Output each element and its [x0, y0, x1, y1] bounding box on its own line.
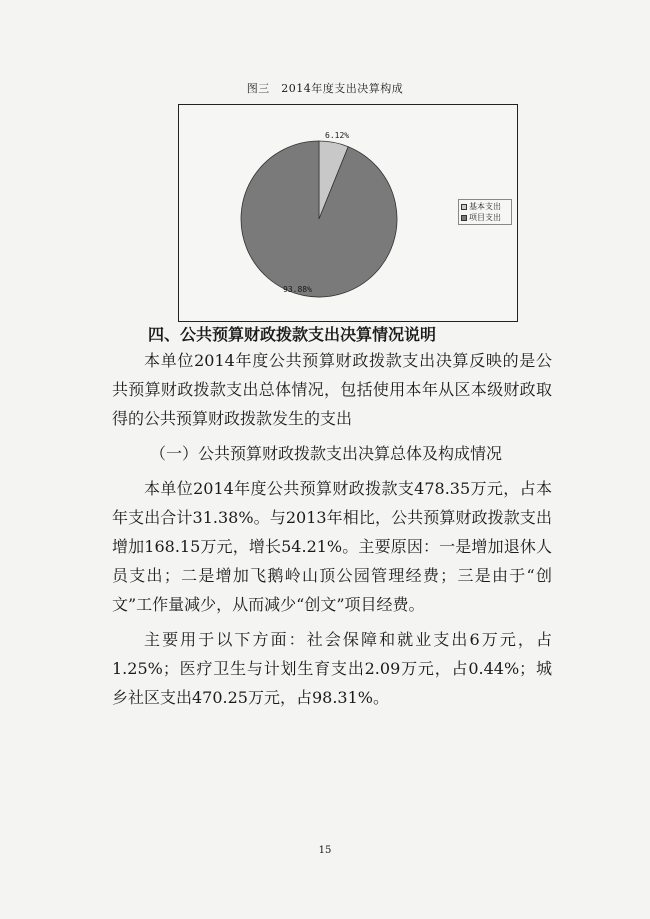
chart-legend [458, 199, 512, 225]
legend-label-basic: 基本支出 [469, 202, 501, 211]
legend-swatch-basic [461, 204, 467, 210]
legend-label-project: 项目支出 [469, 213, 501, 222]
chart-caption: 图三 2014年度支出决算构成 [246, 82, 404, 95]
legend-item-project [461, 212, 509, 223]
budget-paragraph: 本单位2014年度公共预算财政拨款支478.35万元，占本年支出合计31.38%。与2013年相比，公共预算财政拨款支出增加168.15万元，增长54.21%。主要原因：一是增加退休人员支出；二是增加飞鹅岭山顶公园管理经费；三是由于“创文”工作量减少，从而减少“创文”项目经费。 [112, 479, 552, 614]
pie-label-project: 93.88% [283, 285, 312, 294]
intro-paragraph: 本单位2014年度公共预算财政拨款支出决算反映的是公共预算财政拨款支出总体情况，包括使用本年从区本级财政取得的公共预算财政拨款发生的支出 [112, 351, 552, 428]
legend-item-basic [461, 201, 509, 212]
page-number: 15 [318, 845, 332, 856]
subsection-heading: （一）公共预算财政拨款支出决算总体及构成情况 [150, 444, 503, 463]
usage-paragraph: 主要用于以下方面：社会保障和就业支出6万元，占1.25%；医疗卫生与计划生育支出2.09万元，占0.44%；城乡社区支出470.25万元，占98.31%。 [112, 630, 552, 707]
pie-slice-project [241, 141, 397, 297]
pie-label-basic: 6.12% [325, 131, 350, 140]
section-heading: 四、公共预算财政拨款支出决算情况说明 [148, 325, 437, 344]
legend-swatch-project [461, 215, 467, 221]
